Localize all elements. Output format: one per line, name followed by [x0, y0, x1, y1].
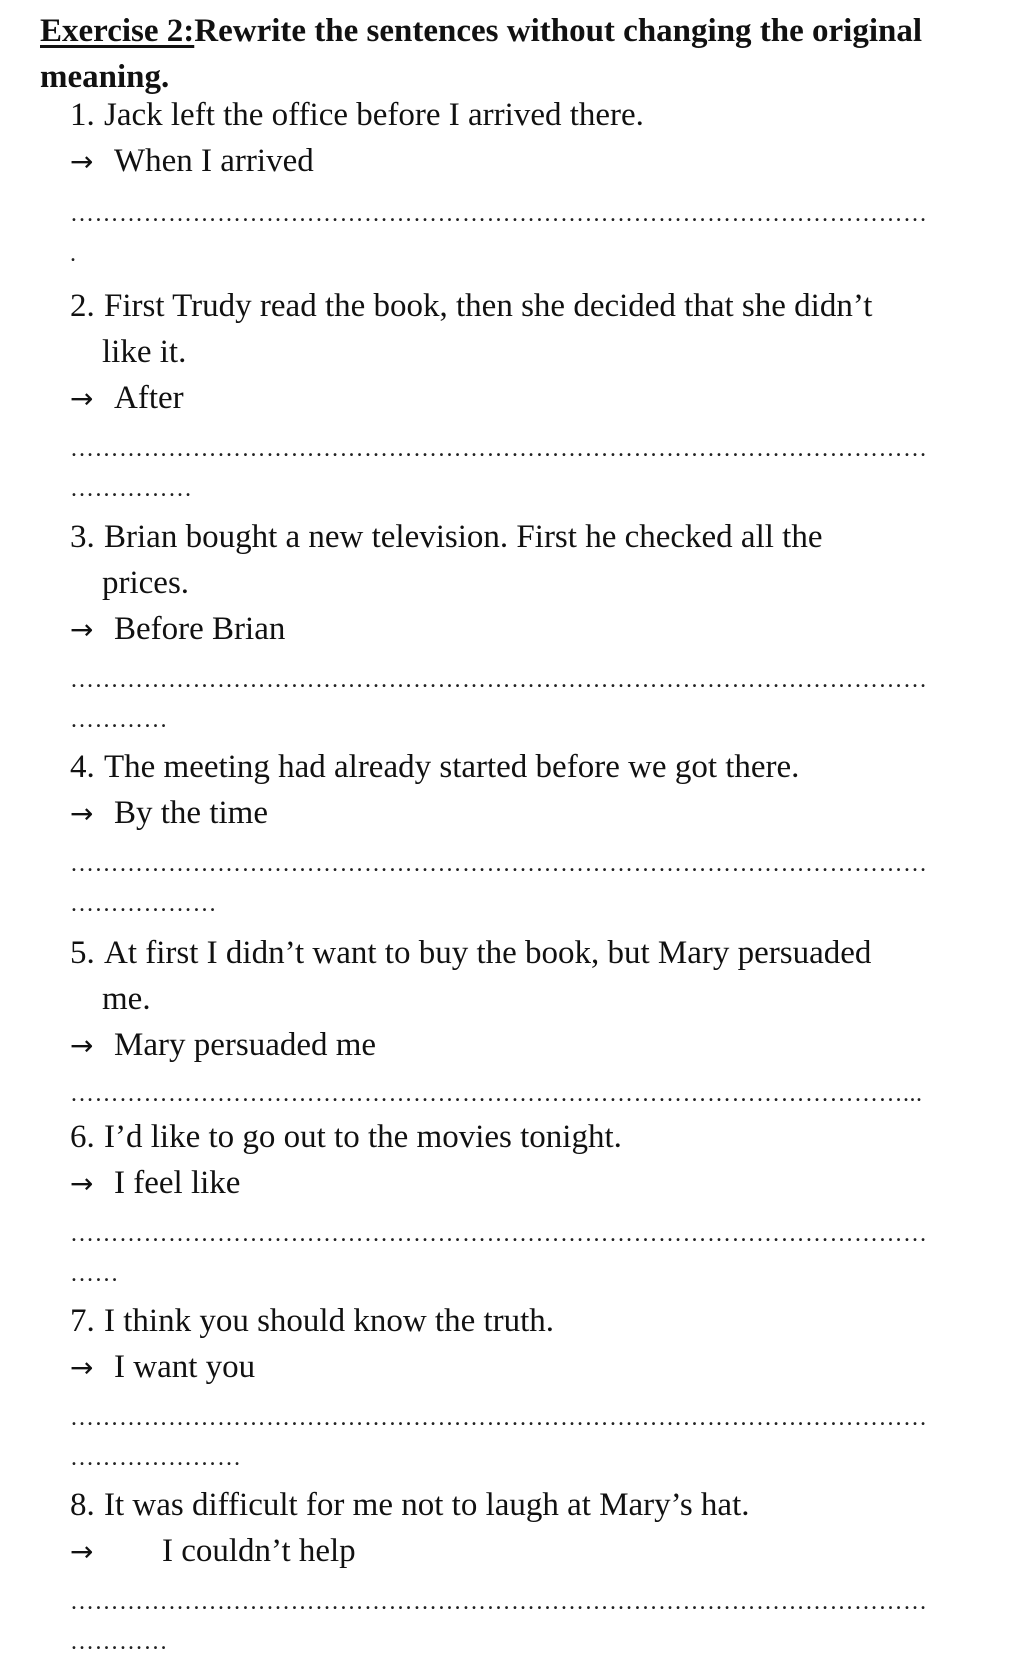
exercise-item-8	[70, 1482, 990, 1657]
answer-line-continued[interactable]: .	[70, 241, 77, 267]
exercise-number: 1.	[70, 97, 95, 133]
exercise-prompt	[70, 514, 990, 606]
rewrite-start: Before Brian	[114, 611, 286, 647]
arrow-icon: →	[70, 613, 94, 646]
rewrite-start: I want you	[114, 1349, 256, 1385]
rewrite-start: After	[114, 380, 184, 416]
arrow-icon: →	[70, 1029, 94, 1062]
answer-line[interactable]: ……………………………………………………………………………………………	[70, 201, 928, 227]
rewrite-line	[70, 790, 990, 837]
arrow-icon: →	[70, 1167, 94, 1200]
answer-line[interactable]: ……………………………………………………………………………………………	[70, 1589, 928, 1615]
exercise-sentence: Brian bought a new television. First he checked all the	[104, 519, 823, 555]
answer-line-continued[interactable]: ………………	[70, 891, 217, 917]
exercise-sentence: It was difficult for me not to laugh at Mary’s hat.	[104, 1487, 750, 1523]
exercise-label: Exercise 2:	[40, 13, 195, 49]
exercise-item-3	[70, 514, 990, 735]
rewrite-start: When I arrived	[114, 143, 314, 179]
exercise-number: 5.	[70, 935, 95, 971]
exercise-number: 3.	[70, 519, 95, 555]
rewrite-start: I couldn’t help	[162, 1533, 356, 1569]
exercise-item-2	[70, 283, 990, 504]
rewrite-line	[70, 138, 990, 185]
arrow-icon: →	[70, 1351, 94, 1384]
exercise-number: 7.	[70, 1303, 95, 1339]
rewrite-line	[70, 1160, 990, 1207]
exercise-item-6	[70, 1114, 990, 1289]
rewrite-line	[70, 375, 990, 422]
exercise-item-1	[70, 92, 990, 269]
answer-line-continued[interactable]: …………	[70, 1629, 168, 1655]
exercise-prompt	[70, 744, 990, 790]
exercise-prompt	[70, 930, 990, 1022]
exercise-sentence: I’d like to go out to the movies tonight.	[104, 1119, 622, 1155]
answer-line-continued[interactable]: …………………	[70, 1445, 242, 1471]
exercise-prompt	[70, 92, 990, 138]
answer-line[interactable]: ……………………………………………………………………………………………	[70, 1221, 928, 1247]
exercise-number: 2.	[70, 288, 95, 324]
exercise-sentence: At first I didn’t want to buy the book, but Mary persuaded	[104, 935, 872, 971]
exercise-sentence: The meeting had already started before we got there.	[104, 749, 800, 785]
rewrite-line	[70, 1022, 990, 1069]
rewrite-start: Mary persuaded me	[114, 1027, 377, 1063]
exercise-sentence: Jack left the office before I arrived there.	[104, 97, 644, 133]
answer-line[interactable]: ……………………………………………………………………………………………	[70, 1405, 928, 1431]
answer-line-continued[interactable]: …………	[70, 707, 168, 733]
exercise-sentence: I think you should know the truth.	[104, 1303, 555, 1339]
exercise-item-5	[70, 930, 990, 1109]
exercise-item-7	[70, 1298, 990, 1473]
exercise-prompt	[70, 1482, 990, 1528]
exercise-sentence-continued: like it.	[102, 334, 187, 370]
exercise-instruction: Rewrite the sentences without changing the original meaning.	[40, 13, 923, 95]
rewrite-start: I feel like	[114, 1165, 241, 1201]
answer-line-continued[interactable]: ……………	[70, 476, 193, 502]
arrow-icon: →	[70, 382, 94, 415]
arrow-icon: →	[70, 1535, 94, 1568]
rewrite-start: By the time	[114, 795, 268, 831]
exercise-prompt	[70, 1298, 990, 1344]
arrow-icon: →	[70, 797, 94, 830]
exercise-prompt	[70, 1114, 990, 1160]
exercise-number: 8.	[70, 1487, 95, 1523]
exercise-title	[40, 8, 970, 100]
exercise-sentence: First Trudy read the book, then she decided that she didn’t	[104, 288, 873, 324]
answer-line[interactable]: ……………………………………………………………………………………………	[70, 436, 928, 462]
answer-line[interactable]: …………………………………………………………………………………………...	[70, 1081, 923, 1107]
rewrite-line	[70, 606, 990, 653]
exercise-item-4	[70, 744, 990, 919]
exercise-number: 6.	[70, 1119, 95, 1155]
answer-line-continued[interactable]: ……	[70, 1261, 119, 1287]
rewrite-line	[70, 1344, 990, 1391]
exercise-prompt	[70, 283, 990, 375]
arrow-icon: →	[70, 145, 94, 178]
exercise-number: 4.	[70, 749, 95, 785]
exercise-sentence-continued: me.	[102, 981, 151, 1017]
exercise-sentence-continued: prices.	[102, 565, 190, 601]
answer-line[interactable]: ……………………………………………………………………………………………	[70, 851, 928, 877]
rewrite-line	[70, 1528, 990, 1575]
answer-line[interactable]: ……………………………………………………………………………………………	[70, 667, 928, 693]
